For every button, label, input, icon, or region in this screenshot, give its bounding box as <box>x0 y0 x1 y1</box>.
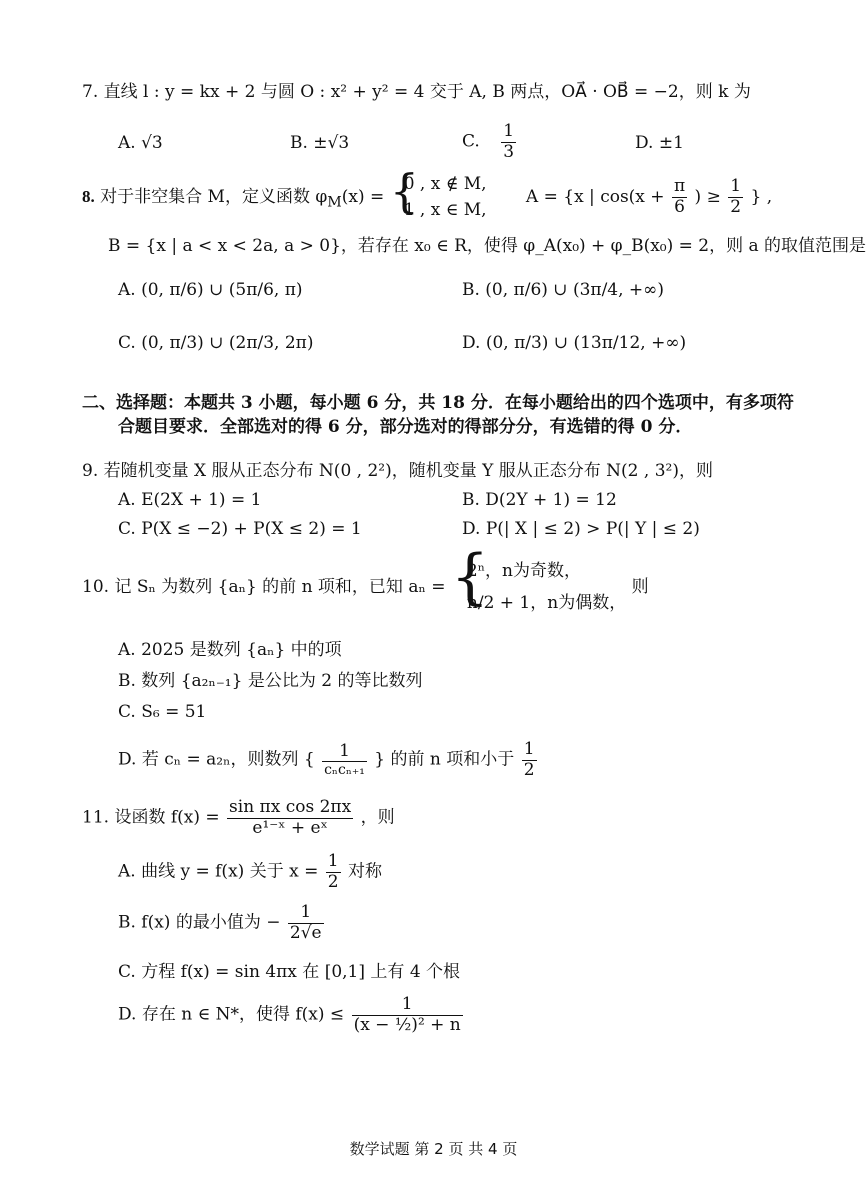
one-half <box>522 740 537 780</box>
section-2-heading: 二、选择题：本题共 3 小题，每小题 6 分，共 18 分．在每小题给出的四个选项中，有多项符 <box>82 393 794 413</box>
question-8-stem <box>82 164 773 223</box>
q9-option-a: A. E(2X + 1) = 1 <box>118 490 262 510</box>
q8-case-1: 0 , x ∉ M, <box>403 174 487 194</box>
q10-case-1: 2ⁿ，n为奇数， <box>466 561 582 581</box>
question-number: 8. <box>82 187 95 206</box>
question-7-stem: 7. 直线 l : y = kx + 2 与圆 O : x² + y² = 4 交于 A, B 两点，OA⃗ · OB⃗ = −2，则 k 为 <box>82 82 751 102</box>
fraction-denominator: (x − ½)² + n <box>353 1014 461 1035</box>
q8-case-2: 1 , x ∈ M, <box>403 199 487 220</box>
set-a-part: A = {x | cos(x + <box>525 187 665 207</box>
q10-option-d <box>118 740 539 780</box>
fraction-denominator: cₙcₙ₊₁ <box>324 762 365 779</box>
question-9-stem: 9. 若随机变量 X 服从正态分布 N(0 , 2²)，随机变量 Y 服从正态分布 N(2 , 3²)，则 <box>82 461 713 481</box>
q11-option-c: C. 方程 f(x) = sin 4πx 在 [0,1] 上有 4 个根 <box>118 962 461 982</box>
q11-option-a-text: 对称 <box>347 861 382 882</box>
q11-stem-end: ，则 <box>360 807 395 828</box>
q11-option-a-text: A. 曲线 y = f(x) 关于 x = <box>118 861 319 882</box>
q11-option-d <box>118 995 465 1035</box>
fraction-numerator: 1 <box>503 121 515 141</box>
fraction-denominator: 2 <box>327 871 339 892</box>
q8-option-a: A. (0, π/6) ∪ (5π/6, π) <box>118 280 303 300</box>
q7-option-c <box>462 122 518 162</box>
set-a-part: } , <box>750 187 773 207</box>
fraction-numerator: 1 <box>288 903 324 924</box>
q9-option-b: B. D(2Y + 1) = 12 <box>462 490 617 510</box>
q10-option-d-fraction <box>322 742 367 779</box>
q11-option-b-fraction <box>288 903 324 943</box>
q9-option-c: C. P(X ≤ −2) + P(X ≤ 2) = 1 <box>118 519 362 539</box>
q8-piecewise <box>389 164 487 223</box>
q11-stem-text: 11. 设函数 f(x) = <box>82 807 220 828</box>
fraction-numerator: 1 <box>327 851 339 871</box>
set-a-part: ) ≥ <box>694 187 721 207</box>
fraction-denominator: 2 <box>730 197 742 217</box>
q8-option-c: C. (0, π/3) ∪ (2π/3, 2π) <box>118 333 314 353</box>
q10-option-d-text: } 的前 n 项和小于 <box>374 749 515 770</box>
q11-option-b-text: B. f(x) 的最小值为 − <box>118 912 281 933</box>
q10-option-a: A. 2025 是数列 {aₙ} 中的项 <box>118 640 342 660</box>
q7-option-c-fraction <box>501 122 516 162</box>
page-footer: 数学试题 第 2 页 共 4 页 <box>349 1140 518 1158</box>
q10-stem-end: 则 <box>631 576 649 597</box>
q11-option-b <box>118 903 326 943</box>
fraction-numerator: 1 <box>322 742 367 763</box>
q7-option-a: A. √3 <box>118 133 163 153</box>
q8-set-a <box>525 176 773 217</box>
q10-option-b: B. 数列 {a₂ₙ₋₁} 是公比为 2 的等比数列 <box>118 671 423 691</box>
q10-case-2: n/2 + 1，n为偶数， <box>466 593 627 614</box>
brace-symbol: { <box>389 164 419 218</box>
one-half <box>728 177 743 217</box>
q10-option-c: C. S₆ = 51 <box>118 702 207 722</box>
q8-option-b: B. (0, π/6) ∪ (3π/4, +∞) <box>462 280 664 300</box>
fraction-numerator: 1 <box>730 176 742 197</box>
one-half <box>326 852 341 892</box>
q10-option-d-text: D. 若 cₙ = a₂ₙ，则数列 { <box>118 749 315 770</box>
q11-option-d-fraction <box>352 995 463 1035</box>
q8-stem-subscript: M <box>327 194 342 211</box>
section-2-heading-cont: 合题目要求．全部选对的得 6 分，部分选对的得部分分，有选错的得 0 分． <box>118 417 693 437</box>
pi-over-6 <box>672 177 687 217</box>
fraction-numerator: 1 <box>523 739 535 759</box>
q7-option-b: B. ±√3 <box>290 133 350 153</box>
fraction-numerator: 1 <box>352 995 463 1016</box>
q8-stem-text: 对于非空集合 M，定义函数 φ <box>100 187 328 207</box>
question-11-stem <box>82 798 395 838</box>
q8-stem-fn: (x) = <box>341 187 385 207</box>
q11-option-d-text: D. 存在 n ∈ N*，使得 f(x) ≤ <box>118 1004 345 1025</box>
fraction-denominator: 2 <box>523 759 535 780</box>
fraction-denominator: 2√e <box>289 922 322 943</box>
q7-option-d: D. ±1 <box>635 133 684 153</box>
q8-line-2: B = {x | a < x < 2a, a > 0}，若存在 x₀ ∈ R，使得 φ_A(x₀) + φ_B(x₀) = 2，则 a 的取值范围是 <box>108 236 867 256</box>
fraction-numerator: π <box>673 176 686 197</box>
q11-option-a <box>118 852 382 892</box>
q11-function-fraction <box>227 798 353 838</box>
fraction-denominator: e¹⁻ˣ + eˣ <box>252 817 328 838</box>
fraction-numerator: sin πx cos 2πx <box>229 797 352 817</box>
q8-option-d: D. (0, π/3) ∪ (13π/12, +∞) <box>462 333 687 353</box>
fraction-denominator: 6 <box>674 197 685 217</box>
q7-option-c-label: C. <box>462 131 480 152</box>
brace-symbol: { <box>450 542 490 612</box>
q10-piecewise <box>450 542 627 620</box>
q9-option-d: D. P(| X | ≤ 2) > P(| Y | ≤ 2) <box>462 519 700 539</box>
fraction-denominator: 3 <box>503 141 515 162</box>
q10-stem-text: 10. 记 Sₙ 为数列 {aₙ} 的前 n 项和，已知 aₙ = <box>82 576 446 597</box>
question-10-stem <box>82 542 649 620</box>
